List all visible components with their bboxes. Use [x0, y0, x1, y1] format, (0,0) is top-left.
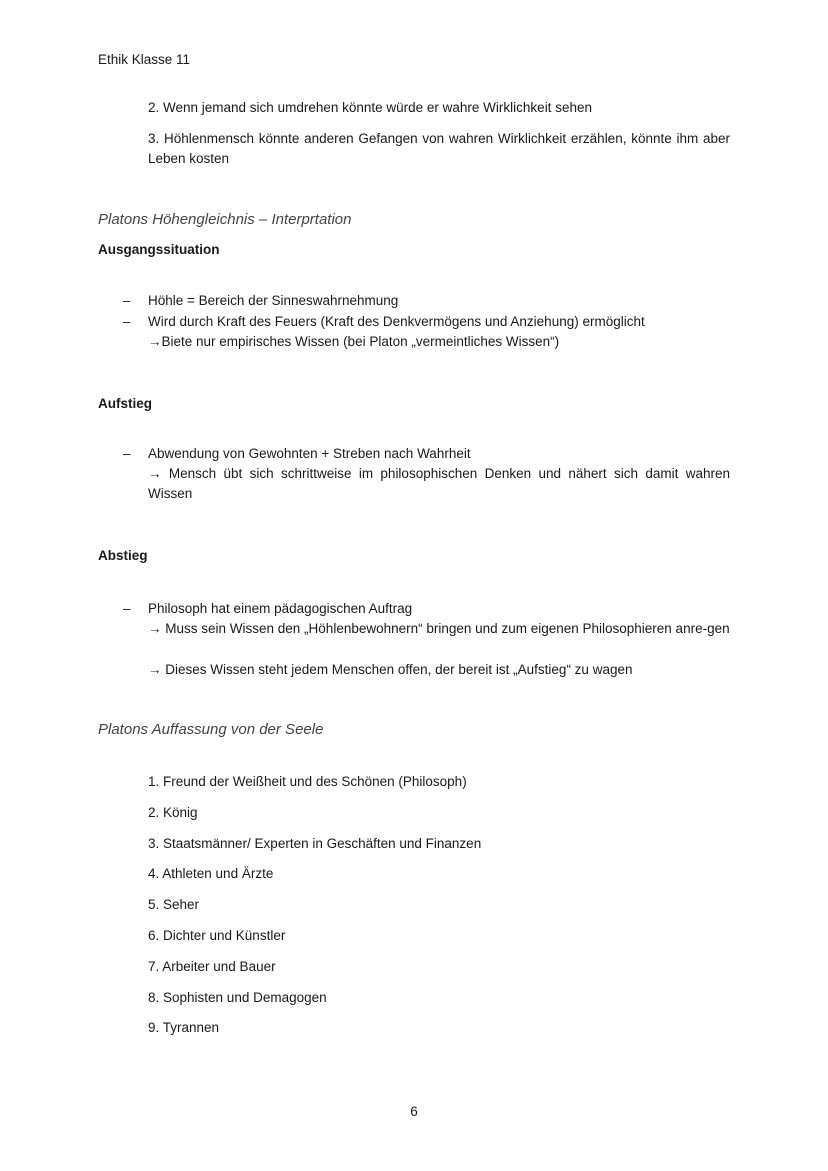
bullet-subtext: → Dieses Wissen steht jedem Menschen offen, der bereit ist „Aufstieg“ zu wagen [148, 662, 633, 677]
list-item: 9. Tyrannen [148, 1020, 220, 1035]
list-item: 3. Staatsmänner/ Experten in Geschäften und Finanzen [148, 836, 482, 851]
bullet-text: Abwendung von Gewohnten + Streben nach Wahrheit [148, 446, 471, 461]
bullet-text: Philosoph hat einem pädagogischen Auftrag [148, 601, 413, 616]
heading-aufstieg: Aufstieg [98, 396, 152, 411]
list-item: 1. Freund der Weißheit und des Schönen (Philosoph) [148, 774, 467, 789]
bullet-subtext: → Mensch übt sich schrittweise im philosophischen Denken und nähert sich damit wahren Wissen [148, 466, 730, 501]
bullet-dash: – [123, 314, 131, 329]
list-item: 4. Athleten und Ärzte [148, 866, 274, 881]
bullet-dash: – [123, 446, 131, 461]
list-item: 8. Sophisten und Demagogen [148, 990, 327, 1005]
section-title-seele: Platons Auffassung von der Seele [98, 721, 324, 738]
list-item: 7. Arbeiter und Bauer [148, 959, 276, 974]
bullet-subtext: →Biete nur empirisches Wissen (bei Platon „vermeintliches Wissen“) [148, 334, 560, 349]
bullet-text: Höhle = Bereich der Sinneswahrnehmung [148, 293, 399, 308]
list-item: 6. Dichter und Künstler [148, 928, 286, 943]
intro-item: 3. Höhlenmensch könnte anderen Gefangen von wahren Wirklichkeit erzählen, könnte ihm aber Leben kosten [148, 131, 730, 166]
page-header: Ethik Klasse 11 [98, 52, 191, 67]
bullet-dash: – [123, 601, 131, 616]
list-item: 2. König [148, 805, 198, 820]
heading-ausgangssituation: Ausgangssituation [98, 242, 220, 257]
list-item: 5. Seher [148, 897, 200, 912]
heading-abstieg: Abstieg [98, 548, 148, 563]
intro-item: 2. Wenn jemand sich umdrehen könnte würde er wahre Wirklichkeit sehen [148, 100, 592, 115]
section-title-interpretation: Platons Höhengleichnis – Interprtation [98, 211, 352, 228]
bullet-dash: – [123, 293, 131, 308]
bullet-subtext: → Muss sein Wissen den „Höhlenbewohnern“ bringen und zum eigenen Philosophieren anre-gen [148, 621, 730, 636]
bullet-text: Wird durch Kraft des Feuers (Kraft des Denkvermögens und Anziehung) ermöglicht [148, 314, 645, 329]
page-number: 6 [410, 1104, 418, 1119]
